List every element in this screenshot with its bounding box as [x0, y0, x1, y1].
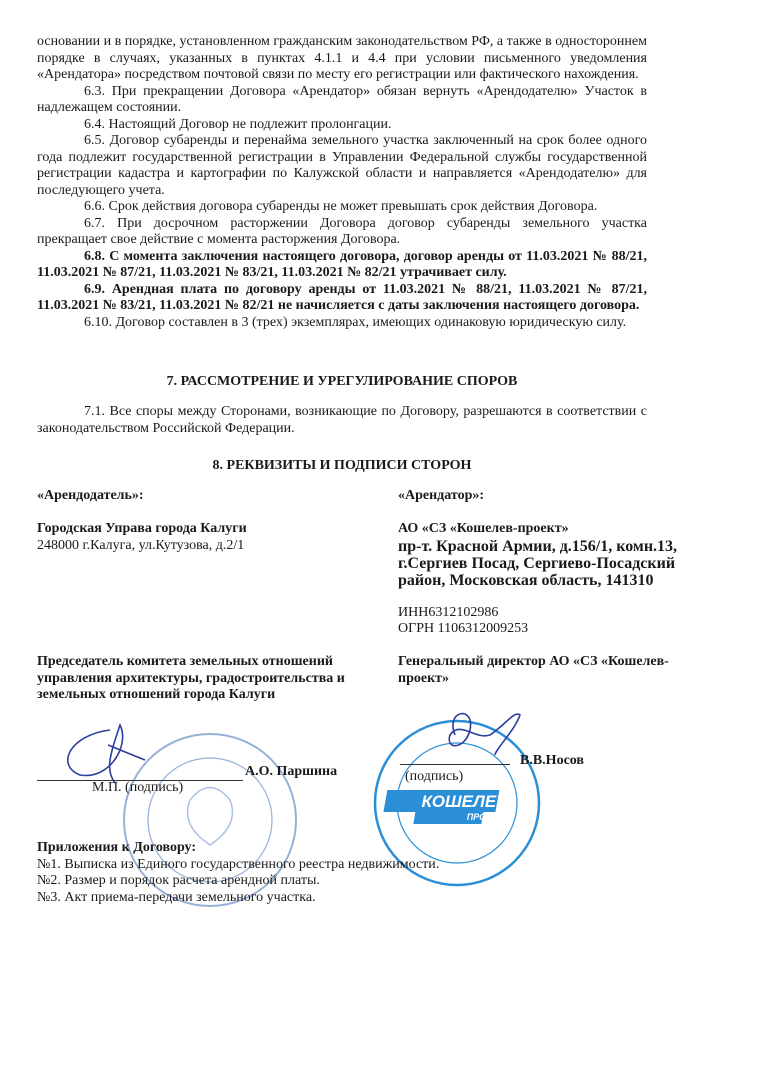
paragraph-6-4: 6.4. Настоящий Договор не подлежит пролонгации.: [84, 116, 392, 132]
landlord-role: «Арендодатель»:: [37, 488, 144, 503]
tenant-column: [398, 488, 698, 638]
koshelev-logo-top: КОШЕЛЕВ: [421, 792, 509, 811]
paragraph-6-10: 6.10. Договор составлен в 3 (трех) экземплярах, имеющих одинаковую юридическую силу.: [84, 314, 627, 330]
appendices: [37, 840, 637, 906]
tenant-inn: ИНН6312102986: [398, 604, 499, 620]
appendices-heading: Приложения к Договору:: [37, 840, 197, 855]
koshelev-logo: [410, 792, 520, 823]
landlord-sign-caption: М.П. (подпись): [92, 780, 184, 795]
paragraph-6-3: 6.3. При прекращении Договора «Арендатор» обязан вернуть «Арендодателю» Участок в надлежащем состоянии.: [37, 83, 647, 115]
appendix-item: №1. Выписка из Единого государственного реестра недвижимости.: [37, 856, 440, 872]
paragraph-7-1: 7.1. Все споры между Сторонами, возникающие по Договору, разрешаются в соответствии с законодательством Российской Федерации.: [37, 404, 647, 436]
tenant-address: пр-т. Красной Армии, д.156/1, комн.13, г.Сергиев Посад, Сергиево-Посадский район, Московская область, 141310: [398, 537, 678, 589]
paragraph-6-2-cont: основании и в порядке, установленном гражданским законодательством РФ, а также в одностороннем порядке в случаях, указанных в пунктах 4.1.1 и 4.4 при условии письменного уведомления «Арендатора» посредством почтовой связи по месту его регистрации или фактического нахождения.: [37, 34, 647, 82]
section-7-heading: 7. РАССМОТРЕНИЕ И УРЕГУЛИРОВАНИЕ СПОРОВ: [166, 374, 518, 389]
tenant-position: Генеральный директор АО «СЗ «Кошелев-проект»: [398, 654, 669, 686]
paragraph-6-8: 6.8. С момента заключения настоящего договора, договор аренды от 11.03.2021 № 88/21, 11.03.2021 № 87/21, 11.03.2021 № 83/21, 11.03.2021 № 82/21 утрачивает силу.: [37, 248, 647, 280]
tenant-name: АО «СЗ «Кошелев-проект»: [398, 521, 569, 536]
landlord-signature: [50, 715, 170, 785]
paragraph-6-6: 6.6. Срок действия договора субаренды не может превышать срок действия Договора.: [84, 199, 598, 214]
paragraph-6-9: 6.9. Арендная плата по договору аренды от 11.03.2021 № 88/21, 11.03.2021 № 87/21, 11.03.2021 № 83/21, 11.03.2021 № 82/21 не начисляется с даты заключения настоящего договора.: [37, 281, 647, 313]
section-8-heading: 8. РЕКВИЗИТЫ И ПОДПИСИ СТОРОН: [212, 458, 472, 473]
koshelev-logo-bottom: ПРОЕКТ: [466, 812, 504, 822]
paragraph-6-5: 6.5. Договор субаренды и перенайма земельного участка заключенный на срок более одного года подлежит государственной регистрации в Управлении Федеральной службы государственной регистрации кадастра и картографии по Калужской области и направляется «Арендодателю» для последующего учета.: [37, 133, 647, 198]
appendix-item: №3. Акт приема-передачи земельного участка.: [37, 889, 316, 905]
tenant-ogrn: ОГРН 1106312009253: [398, 621, 529, 636]
landlord-address: 248000 г.Калуга, ул.Кутузова, д.2/1: [37, 537, 245, 553]
tenant-signer: В.В.Носов: [520, 753, 584, 768]
appendix-item: №2. Размер и порядок расчета арендной платы.: [37, 873, 320, 888]
landlord-position: Председатель комитета земельных отношений управления архитектуры, градостроительства и земельных отношений города Калуги: [37, 654, 345, 702]
landlord-name: Городская Управа города Калуги: [37, 521, 247, 536]
landlord-column: [37, 488, 367, 554]
tenant-role: «Арендатор»:: [398, 488, 485, 503]
tenant-signature-line: [400, 764, 510, 765]
section-6-continued: [37, 34, 647, 331]
landlord-signer: А.О. Паршина: [245, 764, 338, 779]
paragraph-6-7: 6.7. При досрочном расторжении Договора договор субаренды земельного участка прекращает свое действие с момента расторжения Договора.: [37, 215, 647, 247]
tenant-sign-caption: (подпись): [405, 769, 464, 784]
